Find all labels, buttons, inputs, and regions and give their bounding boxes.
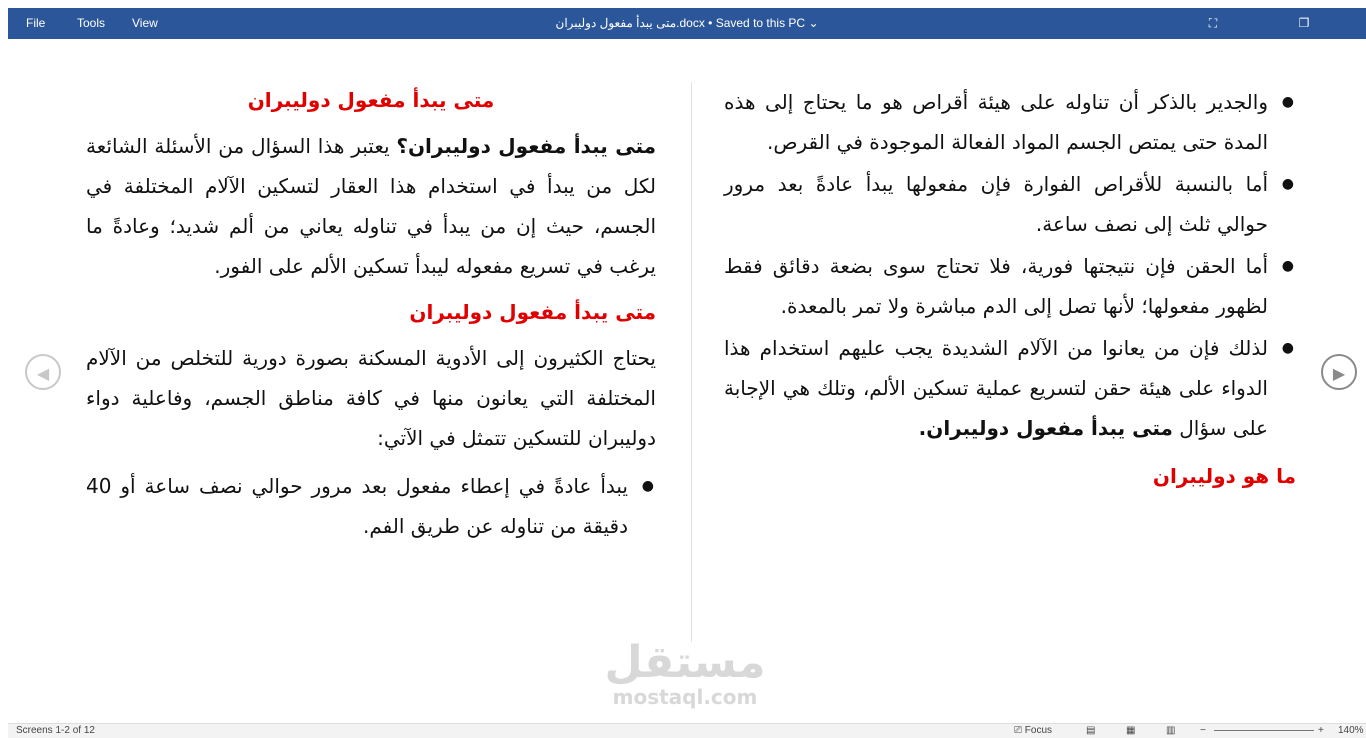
focus-button[interactable] [1014,725,1052,736]
watermark-logo: مستقل [604,637,766,688]
heading-centered: متى يبدأ مفعول دوليبران [247,88,495,112]
status-bar [8,723,1366,738]
list-item: ● يبدأ عادةً في إعطاء مفعول بعد مرور حوالي نصف ساعة أو 40 دقيقة من تناوله عن طريق الفم. [86,466,628,546]
screens-indicator: Screens 1-2 of 12 [16,725,95,736]
chevron-down-icon[interactable]: ⌄ [808,16,819,30]
menu-tools[interactable]: Tools [77,16,106,30]
heading-section: متى يبدأ مفعول دوليبران [409,300,656,324]
paragraph-section: يحتاج الكثيرون إلى الأدوية المسكنة بصورة دورية للتخلص من الآلام المختلفة التي يعانون منها في كافة مناطق الجسم، وفاعلية دواء دوليبران للتسكين تتمثل في الآتي: [86,346,656,450]
intro-text: يعتبر هذا السؤال من الأسئلة الشائعة لكل من يبدأ في استخدام هذا العقار لتسكين الآلام المختلفة في الجسم، حيث إن من يبدأ في تناوله يعاني من ألم شديد؛ وعادةً ما يرغب في تسريع مفعوله ليبدأ تسكين الألم على الفور. [86,134,656,278]
paragraph-intro [86,126,656,286]
list-item: ● أما بالنسبة للأقراص الفوارة فإن مفعولها يبدأ عادةً بعد مرور حوالي ثلث إلى نصف ساعة. [724,164,1268,244]
fullscreen-icon[interactable]: ⛶ [1208,16,1218,30]
list-item [724,328,1268,448]
previous-screen-button[interactable]: ◀ [25,354,61,390]
list-item: ● والجدير بالذكر أن تناوله على هيئة أقراص هو ما يحتاج إلى هذه المدة حتى يمتص الجسم المواد الفعالة الموجودة في القرص. [724,82,1268,162]
focus-label: Focus [1024,725,1053,736]
list-item-bold: متى يبدأ مفعول دوليبران. [918,416,1173,440]
list-item-text: لذلك فإن من يعانوا من الآلام الشديدة يجب عليهم استخدام هذا الدواء على هيئة حقن لتسريع عملية تسكين الألم، وتلك هي الإجابة على سؤال [724,336,1268,440]
focus-icon: ⎚ [1014,725,1025,736]
bullet-list-right [724,82,1296,448]
zoom-out-button[interactable]: − [1200,725,1206,736]
zoom-slider[interactable] [1214,730,1314,731]
watermark [600,637,770,709]
list-item: ● أما الحقن فإن نتيجتها فورية، فلا تحتاج سوى بضعة دقائق فقط لظهور مفعولها؛ لأنها تصل إلى الدم مباشرة ولا تمر بالمعدة. [724,246,1268,326]
right-column [724,82,1296,502]
bullet-list-left [86,466,656,546]
zoom-in-button[interactable]: + [1318,725,1324,736]
left-column [86,82,656,548]
title-bar [8,8,1366,39]
read-mode-icon[interactable]: ▤ [1086,725,1096,736]
menu-view[interactable]: View [132,16,158,30]
heading-what-is: ما هو دوليبران [1152,464,1296,488]
zoom-level[interactable]: 140% [1338,725,1364,736]
web-layout-icon[interactable]: ▥ [1166,725,1176,736]
document-title[interactable] [8,16,1366,30]
watermark-url: mostaql.com [612,685,758,709]
document-title-text: متى يبدأ مفعول دوليبران.docx • Saved to this PC [555,16,806,30]
restore-window-icon[interactable]: ❐ [1298,16,1310,30]
next-screen-button[interactable]: ▶ [1321,354,1357,390]
column-divider [691,82,692,642]
print-layout-icon[interactable]: ▦ [1126,725,1136,736]
menu-file[interactable]: File [26,16,46,30]
intro-bold: متى يبدأ مفعول دوليبران؟ [396,134,656,158]
